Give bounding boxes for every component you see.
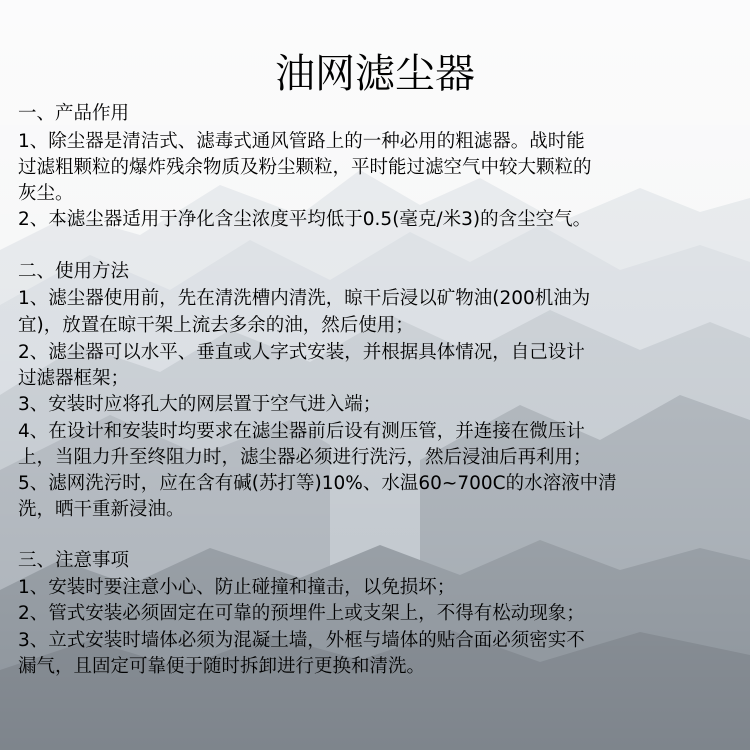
section-heading-usage: 二、使用方法 (18, 261, 130, 282)
section-3-line: 漏气，且固定可靠便于随时拆卸进行更换和清洗。 (18, 656, 426, 677)
section-2-line: 2、滤尘器可以水平、垂直或人字式安装，并根据具体情况，自己设计 (18, 342, 585, 363)
document-title: 油网滤尘器 (275, 51, 475, 97)
section-2-line: 5、滤网洗污时，应在含有碱(苏打等)10%、水温60~700C的水溶液中清 (18, 473, 617, 494)
section-heading-precautions: 三、注意事项 (18, 550, 130, 571)
section-2-line: 3、安装时应将孔大的网层置于空气进入端； (18, 394, 382, 415)
section-2-line: 洗，晒干重新浸油。 (18, 499, 185, 520)
section-1-line: 1、除尘器是清洁式、滤毒式通风管路上的一种必用的粗滤器。战时能 (18, 131, 585, 152)
section-3-line: 3、立式安装时墙体必须为混凝土墙，外框与墙体的贴合面必须密实不 (18, 630, 585, 651)
section-1-line: 灰尘。 (18, 183, 74, 204)
section-heading-product-function: 一、产品作用 (18, 103, 130, 124)
section-3-line: 2、管式安装必须固定在可靠的预埋件上或支架上，不得有松动现象； (18, 603, 585, 624)
section-1-line: 2、本滤尘器适用于净化含尘浓度平均低于0.5(毫克/米3)的含尘空气。 (18, 209, 592, 230)
section-3-line: 1、安装时要注意小心、防止碰撞和撞击，以免损坏； (18, 577, 456, 598)
section-2-line: 宜)，放置在晾干架上流去多余的油，然后使用； (18, 315, 414, 336)
section-2-line: 1、滤尘器使用前，先在清洗槽内清洗，晾干后浸以矿物油(200机油为 (18, 288, 591, 309)
section-1-line: 过滤粗颗粒的爆炸残余物质及粉尘颗粒，平时能过滤空气中较大颗粒的 (18, 157, 592, 178)
section-2-line: 过滤器框架； (18, 368, 130, 389)
section-2-line: 4、在设计和安装时均要求在滤尘器前后设有测压管，并连接在微压计 (18, 421, 585, 442)
section-2-line: 上，当阻力升至终阻力时，滤尘器必须进行洗污，然后浸油后再利用； (18, 447, 592, 468)
